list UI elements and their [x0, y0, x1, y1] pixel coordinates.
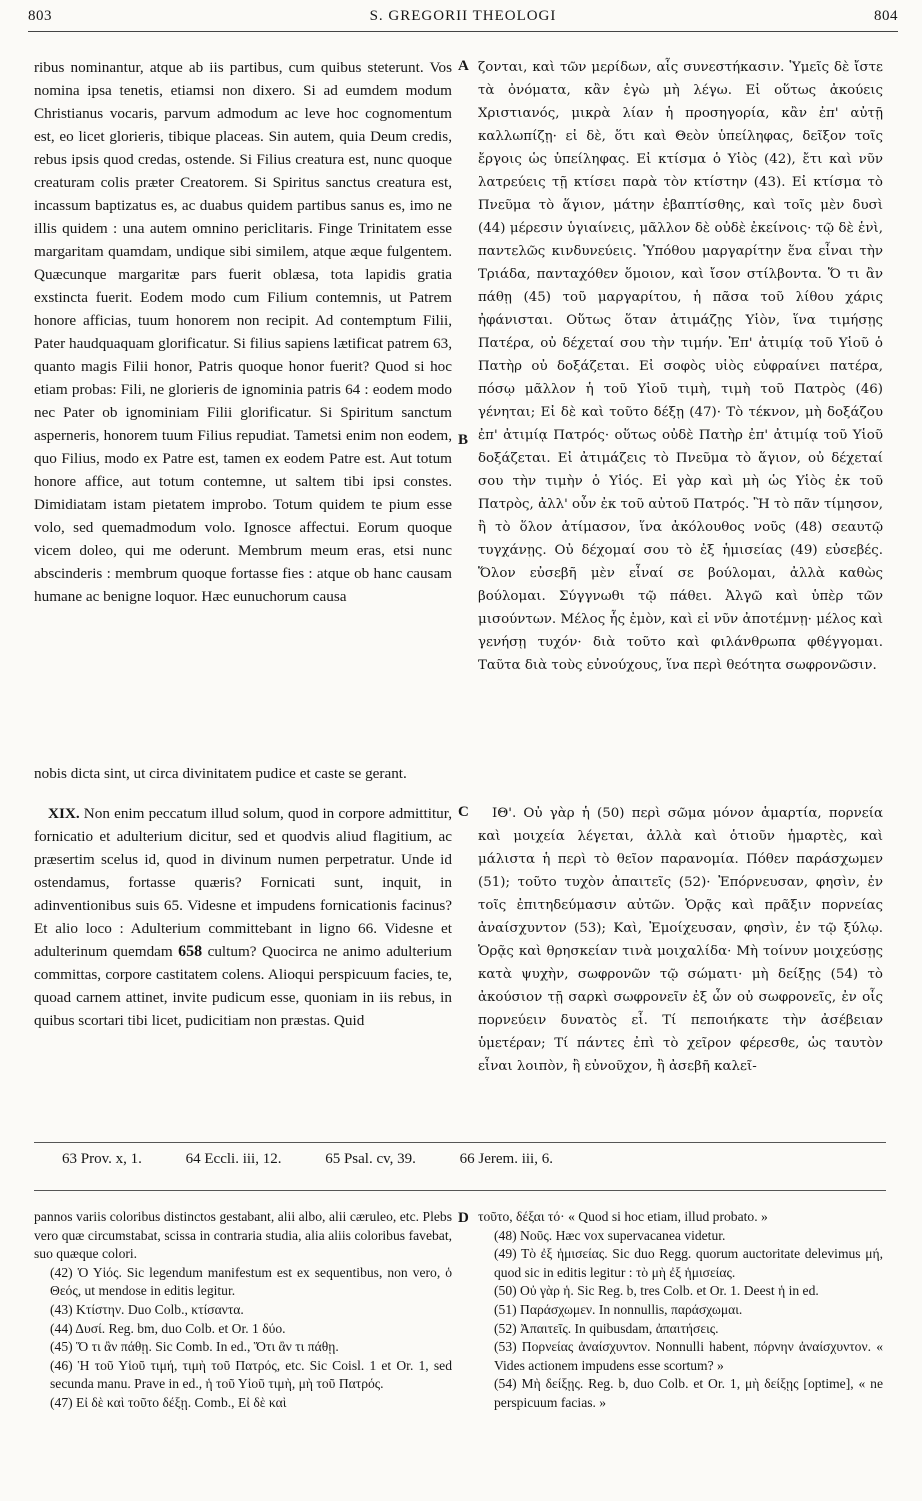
greek-column-bottom: [478, 802, 883, 1078]
note-53: (53) Πορνείας ἀναίσχυντον. Nonnulli habent, πόρνην ἀναίσχυντον. « Vides actionem impudens esse scortum? »: [494, 1339, 883, 1373]
note-47: (47) Εἰ δὲ καὶ τοῦτο δέξῃ. Comb., Εἰ δὲ καὶ: [50, 1394, 287, 1410]
notes-left-column: [34, 1208, 452, 1413]
section-heading-xix: XIX.: [48, 805, 80, 822]
note-51: (51) Παράσχωμεν. In nonnullis, παράσχωμαι.: [494, 1301, 743, 1317]
footnote-66: 66 Jerem. iii, 6.: [459, 1151, 553, 1167]
note-54: (54) Μὴ δείξῃς. Reg. b, duo Colb. et Or. 1, μὴ δείξῃς [optime], « ne perspicuum facias. »: [494, 1376, 883, 1410]
scripture-footnotes: [62, 1151, 882, 1168]
latin-text-xix: Non enim peccatum illud solum, quod in corpore admittitur, fornicatio et adulterium dicitur, sed et quodvis aliud flagitium, ac præsertim scelus id, quod in divinum numen perpetratur. Unde id ostendamus, fortasse quæris? Fornicati sunt, inquit, in adinventionibus suis 65. Videsne et impudens fornicationis facinus? Et alio loco : Adulterium committebant in ligno 66. Videsne et adulterinum quemdam: [34, 805, 452, 960]
note-continuation: pannos variis coloribus distinctos gestabant, alii albo, alii cæruleo, etc. Plebs vero quæ circumstabat, scissa in contraria studia, alia aliis coloribus favebat, suo quæque colori.: [34, 1209, 452, 1262]
note-50: (50) Οὐ γὰρ ἡ. Sic Reg. b, tres Colb. et Or. 1. Deest ἡ in ed.: [494, 1283, 819, 1299]
note-49: (49) Τὸ ἐξ ἡμισείας. Sic duo Regg. quorum auctoritate delevimus μή, quod sic in editis legitur : τὸ μὴ ἐξ ἡμισείας.: [494, 1246, 883, 1280]
greek-column-top: [478, 56, 883, 677]
margin-marker-d: D: [458, 1210, 469, 1226]
note-47-continuation: τοῦτο, δέξαι τό· « Quod si hoc etiam, illud probato. »: [478, 1209, 768, 1224]
note-52: (52) Ἀπαιτεῖς. In quibusdam, ἀπαιτήσεις.: [494, 1320, 719, 1336]
note-44: (44) Δυσί. Reg. bm, duo Colb. et Or. 1 δύο.: [50, 1320, 286, 1336]
latin-bridge: [34, 762, 886, 785]
margin-marker-c: C: [458, 804, 469, 820]
running-header: [28, 8, 898, 30]
latin-text-xix-tail: cultum? Quocirca ne animo adulterium committas, corpore castitatem colens. Alioqui perspicuum facies, te, quoad carnem attinet, invite pudicum esse, quoniam in iis rebus, in quibus scortari tibi licet, pudicitiam non præstas. Quid: [34, 943, 453, 1029]
note-46: (46) Ἡ τοῦ Υἱοῦ τιμή, τιμὴ τοῦ Πατρός, etc. Sic Coisl. 1 et Or. 1, sed secunda manu. Prave in ed., ἡ τοῦ Υἱοῦ τιμὴ, μὴ τοῦ Πατρός.: [50, 1357, 452, 1392]
note-42: (42) Ὁ Υἱός. Sic legendum manifestum est ex sequentibus, non vero, ὁ Θεός, ut mendose in editis legitur.: [50, 1264, 452, 1299]
note-48: (48) Νοῦς. Hæc vox supervacanea videtur.: [494, 1227, 726, 1243]
note-45: (45) Ὅ τι ἂν πάθῃ. Sic Comb. In ed., Ὅτι ἂν τι πάθῃ.: [50, 1339, 339, 1355]
margin-marker-a: A: [458, 58, 469, 74]
latin-text-top: ribus nominantur, atque ab iis partibus, cum quibus steterunt. Vos nomina ipsa tenetis, etiamsi non dixero. Si ad eumdem modum Christianus vocaris, parvum admodum ac leve hoc cognomentum est, eo licet glorieris, tibique placeas. Sin autem, quia Deum credis, rebus ipsis quod credas, ostende. Si Filius creatura est, nunc quoque creaturam colis præter Creatorem. Si Spiritus sanctus creatura est, incassum baptizatus es, ac duabus quidem partibus sanus es, imo ne illis quidem : una autem omnino periclitaris. Finge Trinitatem esse margaritam quamdam, undique sibi similem, atque æque fulgentem. Quæcunque margaritæ pars fuerit oblæsa, tota lapidis gratia exstincta fuerit. Eodem modo cum Filium contemnis, ut Patrem honore afficias, tuum honorem non recipit. Ad contemptum Filii, Pater haudquaquam glorificatur. Si filius sapiens lætificat patrem 63, quanto magis Filii honor, Patris quoque honor fuerit? Quod si hoc etiam probas: Fili, ne glorieris de ignominia patris 64 : eodem modo nec Pater ob ignominiam Filii glorificatur. Si Spiritum sanctum asperneris, honorem tuum Filius repudiat. Tametsi enim non eodem, quo Filius, modo ex Patre est, tamen ex eodem Patre est. Aut totum honore affice, aut totum contemne, ut saltem tibi ipsi constes. Dimidiatam istam pietatem improbo. Totum quidem te pium esse volo, sed quemadmodum volo. Ignosce affectui. Eorum quoque vicem doleo, qui me oderunt. Membrum meum eras, etsi nunc abscinderis : membrum quoque fortasse fies : atque ob hanc causam humane ac benigne loquor. Hæc eunuchorum causa: [34, 59, 452, 605]
greek-text-top: ζονται, καὶ τῶν μερίδων, αἷς συνεστήκασιν. Ὑμεῖς δὲ ἴστε τὰ ὀνόματα, κἂν ἐγὼ μὴ λέγω. Εἰ οὕτως ἀκούεις Χριστιανός, μικρὰ λίαν ἡ προσηγορία, κἂν ἐπ' αὐτῇ καλλωπίζῃ· εἰ δὲ, ὅτι καὶ Θεὸν ὑπείληφας, δεῖξον τοῖς ἔργοις ὡς ὑπείληφας. Εἰ κτίσμα ὁ Υἱὸς (42), ἔτι καὶ νῦν λατρεύεις τῇ κτίσει παρὰ τὸν κτίστην (43). Εἰ κτίσμα τὸ Πνεῦμα τὸ ἅγιον, μάτην ἐβαπτίσθης, καὶ τοῖς μὲν δυσὶ (44) μέρεσιν ὑγιαίνεις, μᾶλλον δὲ οὐδὲ ἐκείνοις· τῷ δὲ ἑνὶ, παντελῶς κινδυνεύεις. Ὑπόθου μαργαρίτην ἕνα εἶναι τὴν Τριάδα, πανταχόθεν ὅμοιον, καὶ ἴσον στίλβοντα. Ὅ τι ἂν πάθῃ (45) τοῦ μαργαρίτου, ἡ πᾶσα τοῦ λίθου χάρις ἠφάνισται. Οὕτως ὅταν ἀτιμάζῃς Υἱὸν, ἵνα τιμήσῃς Πατέρα, οὐ δέχεταί σου τὴν τιμήν. Ἐπ' ἀτιμίᾳ τοῦ Υἱοῦ ὁ Πατὴρ οὐ δοξάζεται. Εἰ σοφὸς υἱὸς εὐφραίνει πατέρα, πόσῳ μᾶλλον ἡ τοῦ Υἱοῦ τιμὴ, τιμὴ τοῦ Πατρὸς (46) γένηται; Εἰ δὲ καὶ τοῦτο δέξῃ (47)· Τὸ τέκνον, μὴ δοξάζου ἐπ' ἀτιμίᾳ Πατρός· οὕτως οὐδὲ Πατὴρ ἐπ' ἀτιμίᾳ τοῦ Υἱοῦ δοξάζεται. Εἰ ἀτιμάζεις τὸ Πνεῦμα τὸ ἅγιον, οὐ δέχεταί σου τὴν τιμὴν ὁ Υἱός. Εἰ γὰρ καὶ μὴ ὡς Υἱὸς ἐκ τοῦ Πατρὸς, ἀλλ' οὖν ἐκ τοῦ αὐτοῦ Πατρός. Ἢ τὸ πᾶν τίμησον, ἢ τὸ ὅλον ἀτίμασον, ἵνα ἀκόλουθος νοῦς (48) σεαυτῷ τυγχάνῃς. Οὐ δέχομαί σου τὸ ἐξ ἡμισείας (49) εὐσεβές. Ὅλον εὐσεβῆ μὲν εἶναί σε βούλομαι, ἀλλὰ καθὼς βούλομαι. Σύγγνωθι τῷ πάθει. Ἀλγῶ καὶ ὑπὲρ τῶν μισούντων. Μέλος ἧς ἐμὸν, καὶ εἰ νῦν ἀποτέμνῃ· μέλος καὶ γενήσῃ τυχόν· διὰ τοῦτο καὶ φιλάνθρωπα φθέγγομαι. Ταῦτα διὰ τοὺς εὐνούχους, ἵνα περὶ θεότητα σωφρονῶσιν.: [478, 60, 883, 673]
left-page-number: 803: [28, 8, 52, 24]
footnote-63: 63 Prov. x, 1.: [62, 1151, 142, 1167]
footnote-rule: [34, 1142, 886, 1143]
right-page-number: 804: [874, 8, 898, 24]
running-title: S. GREGORII THEOLOGI: [369, 8, 557, 24]
notes-right-column: [478, 1208, 883, 1413]
header-rule: [28, 31, 898, 32]
notes-rule: [34, 1190, 886, 1191]
margin-marker-b: B: [458, 432, 469, 448]
column-number: 658: [178, 943, 203, 960]
note-43: (43) Κτίστην. Duo Colb., κτίσαντα.: [50, 1301, 244, 1317]
footnote-65: 65 Psal. cv, 39.: [325, 1151, 416, 1167]
latin-paragraph-xix: [34, 802, 452, 1032]
greek-text-xix: ΙΘ'. Οὐ γὰρ ἡ (50) περὶ σῶμα μόνον ἁμαρτία, πορνεία καὶ μοιχεία λέγεται, ἀλλὰ καὶ ὁτιοῦν ἡμαρτὲς, καὶ μάλιστα ἡ περὶ τὸ θεῖον παρανομία. Πόθεν παράσχωμεν (51); τοῦτο τυχὸν ἀπαιτεῖς (52)· Ἐπόρνευσαν, φησὶν, ἐν τοῖς ἐπιτηδεύμασιν αὐτῶν. Ὁρᾷς καὶ πρᾶξιν πορνείας ἀναίσχυντον (53); Καὶ, Ἐμοίχευσαν, φησὶν, ἐν τῷ ξύλῳ. Ὁρᾷς καὶ θρησκείαν τινὰ μοιχαλίδα· Μὴ τοίνυν μοιχεύσῃς κατὰ ψυχὴν, σωφρονῶν τῷ σώματι· μὴ δείξῃς (54) τὸ ἀκούσιον τῇ σαρκὶ σωφρονεῖν ἐξ ὧν οὐ σωφρονεῖς, ἐν οἷς πορνεύειν δυνατὸς εἶ. Τί πεποιήκατε τὴν ἀσέβειαν ὑμετέραν; Τί πάντες ἐπὶ τὸ χεῖρον φέρεσθε, ὡς ταυτὸν εἶναι λοιπὸν, ἢ εὐνοῦχον, ἢ ἀσεβῆ καλεῖ-: [478, 806, 883, 1074]
latin-column-bottom: [34, 802, 452, 1032]
latin-bridge-text: nobis dicta sint, ut circa divinitatem pudice et caste se gerant.: [34, 765, 407, 782]
latin-column-top: [34, 56, 452, 608]
footnote-64: 64 Eccli. iii, 12.: [185, 1151, 282, 1167]
